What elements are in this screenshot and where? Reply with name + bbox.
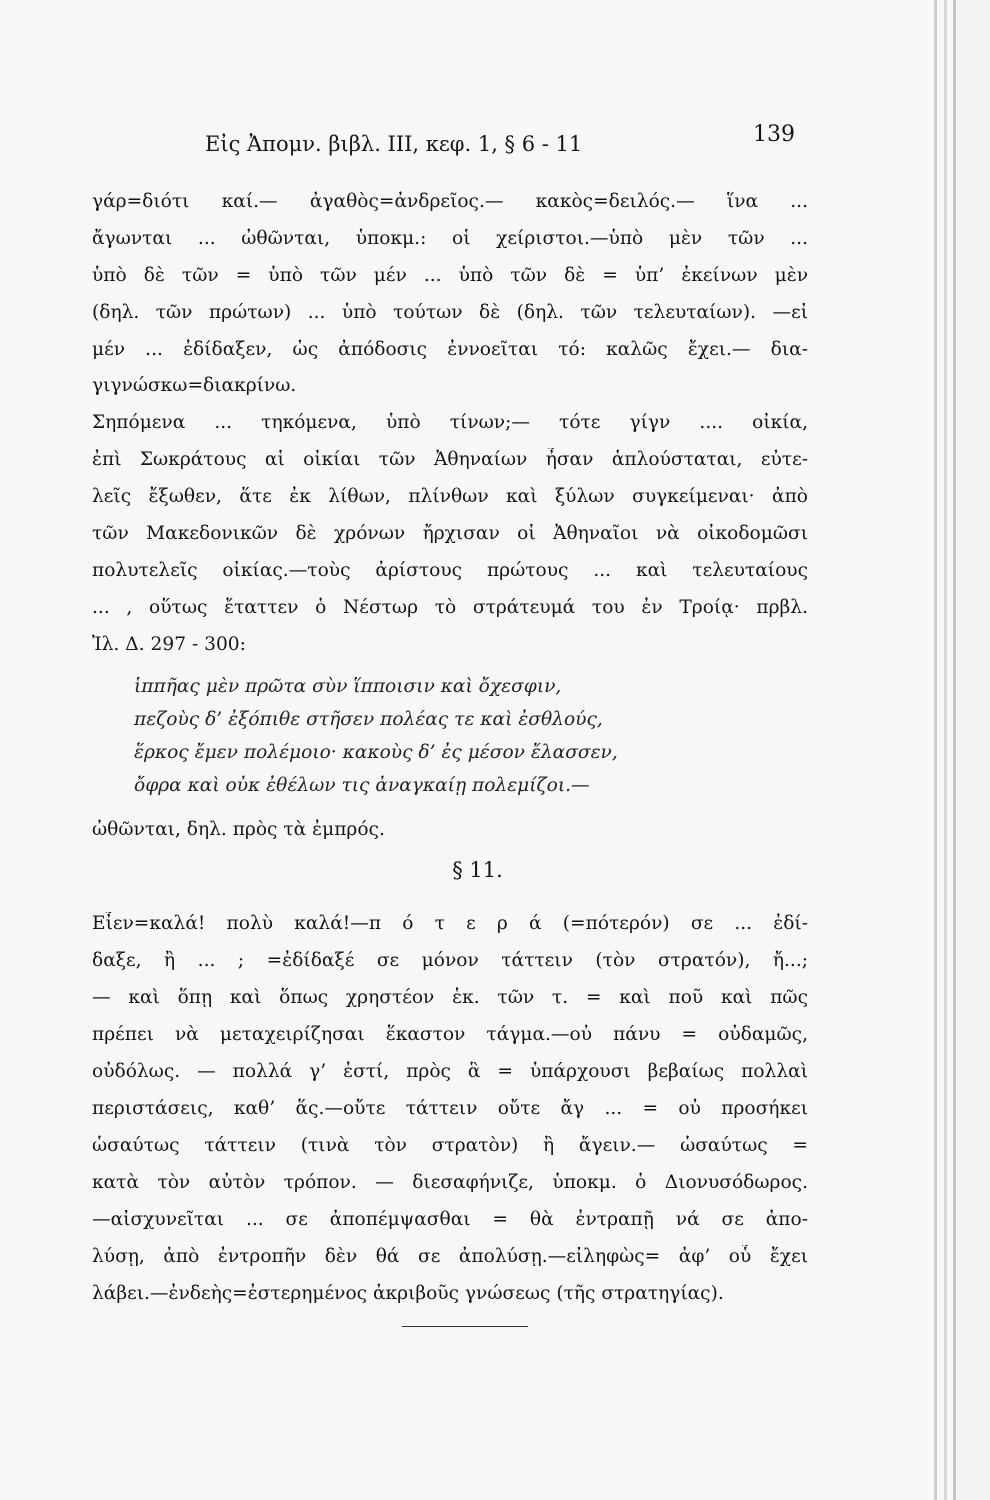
text-line: —αἰσχυνεῖται ... σε ἀποπέμψασθαι = θὰ ἐντραπῇ νά σε ἀπο- [92, 1209, 808, 1230]
text-line: λάβει.—ἐνδεὴς=ἐστερημένος ἀκριβοῦς γνώσεως (τῆς στρατηγίας). [92, 1283, 724, 1304]
text-line: λύσῃ, ἀπὸ ἐντροπῆν δὲν θά σε ἀπολύσῃ.—εἰληφὼς= ἀφ’ οὗ ἔχει [92, 1246, 808, 1267]
text-line: ἐπὶ Σωκράτους αἱ οἰκίαι τῶν Ἀθηναίων ἦσαν ἁπλούσταται, εὐτε- [92, 449, 808, 470]
text-line: μέν ... ἐδίδαξεν, ὡς ἀπόδοσις ἐννοεῖται τό: καλῶς ἔχει.— δια- [92, 339, 808, 360]
text-line: λεῖς ἔξωθεν, ἅτε ἐκ λίθων, πλίνθων καὶ ξύλων συγκείμεναι· ἀπὸ [92, 486, 808, 507]
text-line: — καὶ ὅπῃ καὶ ὅπως χρηστέον ἑκ. τῶν τ. = καὶ ποῦ καὶ πῶς [92, 987, 808, 1008]
page-edge [944, 0, 947, 1500]
text-line: ὡσαύτως τάττειν (τινὰ τὸν στρατὸν) ἢ ἄγειν.— ὡσαύτως = [92, 1135, 808, 1156]
text-line: δαξε, ἢ ... ; =ἐδίδαξέ σε μόνον τάττειν (τὸν στρατόν), ἤ...; [92, 950, 808, 971]
page-number: 139 [753, 122, 795, 147]
footer-rule [402, 1326, 528, 1327]
text-line: περιστάσεις, καθ’ ἅς.—οὔτε τάττειν οὔτε ἄγ ... = οὐ προσήκει [92, 1098, 808, 1119]
verse-line: πεζοὺς δ’ ἐξόπιθε στῆσεν πολέας τε καὶ ἐσθλούς, [134, 709, 603, 730]
text-line: τῶν Μακεδονικῶν δὲ χρόνων ἤρχισαν οἱ Ἀθηναῖοι νὰ οἰκοδομῶσι [92, 523, 808, 544]
page-edge [934, 0, 937, 1500]
text-line: ὑπὸ δὲ τῶν = ὑπὸ τῶν μέν ... ὑπὸ τῶν δὲ = ὑπ’ ἐκείνων μὲν [92, 265, 808, 286]
running-title: Εἰς Ἀπομν. βιβλ. III, κεφ. 1, § 6 - 11 [205, 132, 583, 156]
text-line: ὠθῶνται, δηλ. πρὸς τὰ ἐμπρός. [92, 819, 385, 840]
verse-line: ἕρκος ἔμεν πολέμοιο· κακοὺς δ’ ἐς μέσον ἔλασσεν, [134, 742, 618, 763]
text-line: ἄγωνται ... ὠθῶνται, ὑποκμ.: οἱ χείριστοι.—ὑπὸ μὲν τῶν ... [92, 228, 808, 249]
page-header [205, 122, 795, 162]
text-line: ... , οὕτως ἔταττεν ὁ Νέστωρ τὸ στράτευμά του ἐν Τροίᾳ· πρβλ. [92, 597, 808, 618]
text-line: γιγνώσκω=διακρίνω. [92, 375, 297, 396]
text-line: γάρ=διότι καί.— ἀγαθὸς=ἀνδρεῖος.— κακὸς=δειλός.— ἵνα ... [92, 191, 808, 212]
text-line: Ἰλ. Δ. 297 - 300: [92, 634, 246, 655]
page-edge [953, 0, 956, 1500]
verse-line: ἱππῆας μὲν πρῶτα σὺν ἵπποισιν καὶ ὄχεσφιν, [134, 676, 562, 697]
text-line: (δηλ. τῶν πρώτων) ... ὑπὸ τούτων δὲ (δηλ. τῶν τελευταίων). —εἰ [92, 302, 808, 323]
text-line: πολυτελεῖς οἰκίας.—τοὺς ἀρίστους πρώτους ... καὶ τελευταίους [92, 560, 808, 581]
section-heading: § 11. [452, 858, 503, 882]
text-line: πρέπει νὰ μεταχειρίζησαι ἕκαστον τάγμα.—οὐ πάνυ = οὐδαμῶς, [92, 1024, 808, 1045]
text-line: κατὰ τὸν αὐτὸν τρόπον. — διεσαφήνιζε, ὑποκμ. ὁ Διονυσόδωρος. [92, 1172, 808, 1193]
verse-line: ὄφρα καὶ οὐκ ἐθέλων τις ἀναγκαίῃ πολεμίζοι.— [134, 775, 590, 796]
text-line: οὐδόλως. — πολλά γ’ ἐστί, πρὸς ἃ = ὑπάρχουσι βεβαίως πολλαὶ [92, 1061, 808, 1082]
text-line: Εἶεν=καλά! πολὺ καλά!—π ό τ ε ρ ά (=πότερόν) σε ... ἐδί- [92, 913, 808, 934]
text-line: Σηπόμενα ... τηκόμενα, ὑπὸ τίνων;— τότε γίγν .... οἰκία, [92, 412, 808, 433]
